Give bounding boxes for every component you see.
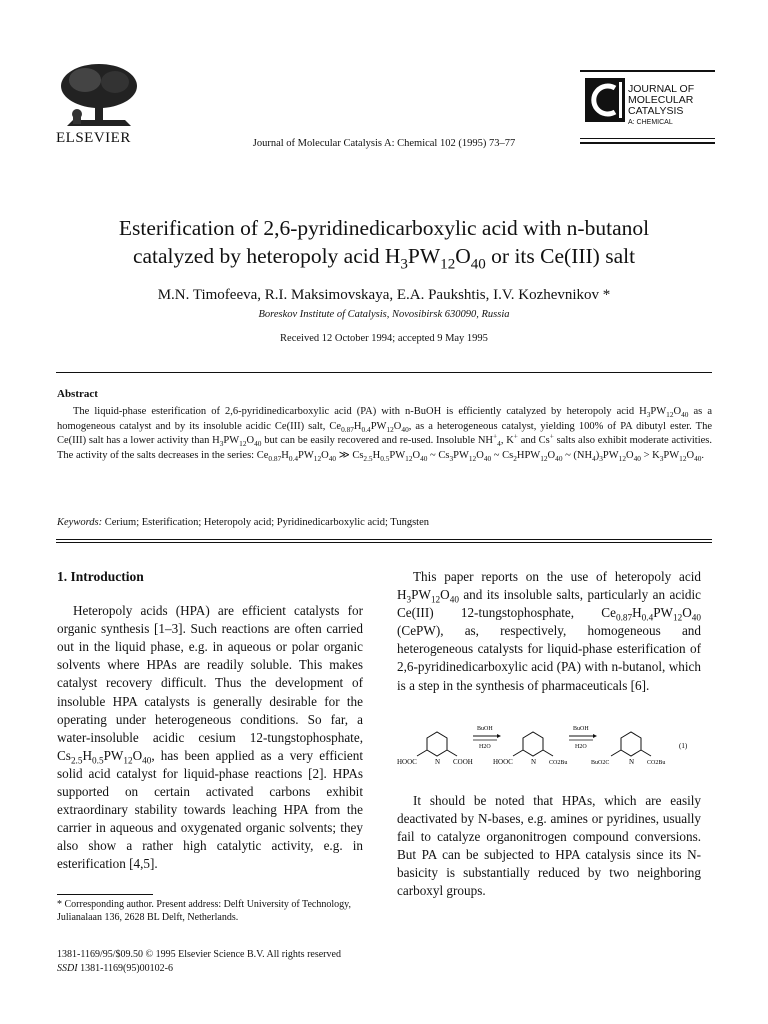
scheme-label: HOOC <box>493 758 513 766</box>
journal-citation: Journal of Molecular Catalysis A: Chemical 102 (1995) 73–77 <box>252 138 516 149</box>
divider <box>56 372 712 373</box>
left-column <box>57 568 363 874</box>
issn-block <box>57 948 341 975</box>
scheme-label: N <box>629 758 635 766</box>
title-line: Esterification of 2,6-pyridinedicarboxylic acid with n-butanol <box>118 216 650 240</box>
journal-rule-top <box>580 70 715 72</box>
footnote: * Corresponding author. Present address: Delft University of Technology, Julianalaan 136, 2628 BL Delft, Netherlands. <box>57 899 351 923</box>
reaction-scheme <box>397 722 701 774</box>
scheme-label: N <box>435 758 441 766</box>
scheme-label: H2O <box>479 744 491 750</box>
scheme-label: BuO2C <box>591 760 610 766</box>
journal-c-logo <box>585 78 625 122</box>
journal-logo-text <box>628 84 694 128</box>
title-line: catalyzed by heteropoly acid $H_3PW_{12}O_{40}$ or its Ce(III) salt <box>132 244 636 273</box>
received-dates: Received 12 October 1994; accepted 9 May 1995 <box>280 333 488 344</box>
body-paragraph: It should be noted that HPAs, which are easily deactivated by N-bases, e.g. amines or pyridines, usually fail to catalyze organonitrogen compound conversions. But PA can be subjected to HPA catalysis since its N-basicity is substantially reduced by two neighboring carboxyl groups. <box>397 793 701 899</box>
scheme-label: COOH <box>453 758 473 766</box>
keywords-text: Cerium; Esterification; Heteropoly acid; Pyridinedicarboxylic acid; Tungsten <box>104 517 429 528</box>
right-column <box>397 568 701 695</box>
journal-rule <box>580 138 715 139</box>
affiliation: Boreskov Institute of Catalysis, Novosibirsk 630090, Russia <box>258 309 510 320</box>
issn-line: 1381-1169/95/$09.50 © 1995 Elsevier Science B.V. All rights reserved <box>57 949 341 960</box>
divider <box>56 539 712 540</box>
authors: M.N. Timofeeva, R.I. Maksimovskaya, E.A. Paukshtis, I.V. Kozhevnikov * <box>157 287 611 303</box>
abstract-heading: Abstract <box>57 388 98 400</box>
intro-paragraph: This paper reports on the use of heteropoly acid $H_3PW_{12}O_{40}$ and its insoluble salts, particularly an acidic Ce(III) 12-tungstophosphate, $Ce_{0.87}H_{0.4}PW_{12}O_{40}$ (CePW), as, respectively, homogeneous and heterogeneous catalysts for liquid-phase esterification of 2,6-pyridinedicarboxylic acid (PA) with n-butanol, which is a step in the synthesis of pharmaceuticals [6]. <box>397 569 701 693</box>
scheme-label: CO2Bu <box>647 760 666 766</box>
intro-paragraph: Heteropoly acids (HPA) are efficient catalysts for organic synthesis [1–3]. Such reactions are often carried out in the liquid phase, e.g. in aqueous or polar organic solvents where HPAs are readily soluble. This makes catalyst recovery difficult. Thus the development of insoluble HPA catalysts is generally desirable for the operating under heterogeneous conditions. So far, a water-insoluble acidic cesium 12-tungstophosphate, $Cs_{2.5}H_{0.5}PW_{12}O_{40}$, has been applied as a very efficient solid acid catalyst for liquid-phase reactions [2]. HPAs supported on certain activated carbons exhibit extraordinary stability towards leaching HPA from the carrier in aqueous and oxygenated organic solvents; they also show a rather high catalytic activity, e.g. in esterification [4,5]. <box>57 603 363 872</box>
keywords <box>57 517 429 528</box>
scheme-number: (1) <box>679 742 688 750</box>
ssd-line: SSDI 1381-1169(95)00102-6 <box>57 962 174 974</box>
journal-logo-line: A: CHEMICAL <box>628 119 673 126</box>
keywords-label: Keywords: <box>57 517 103 528</box>
abstract-text: The liquid-phase esterification of 2,6-pyridinedicarboxylic acid (PA) with n-BuOH is efficiently catalyzed by heteropoly acid $H_3PW_{12}O_{40}$ as a homogeneous catalyst and by its insoluble acidic Ce(III) salt, $Ce_{0.87}H_{0.4}PW_{12}O_{40}$, as a heterogeneous catalyst, yielding 100% of PA dibutyl ester. The Ce(III) salt has a lower activity than $H_3PW_{12}O_{40}$ but can be easily recovered and re-used. Insoluble $NH^+_4$, K+ and Cs+ salts also exhibit moderate activities. The activity of the salts decreases in the series: $Ce_{0.87}H_{0.4}PW_{12}O_{40}$ ≫ $Cs_{2.5}H_{0.5}PW_{12}O_{40}$ ~ $Cs_3PW_{12}O_{40}$ ~ $Cs_2HPW_{12}O_{40}$ ~ $(NH_4)_3PW_{12}O_{40} > K_3PW_{12}O_{40}$. <box>57 406 712 463</box>
elsevier-tree-logo <box>55 60 143 132</box>
divider <box>56 542 712 543</box>
scheme-label: BuOH <box>477 726 493 732</box>
footnote-rule <box>57 894 153 895</box>
journal-logo-line: MOLECULAR <box>628 94 694 106</box>
publisher-name: ELSEVIER <box>56 130 131 146</box>
scheme-label: BuOH <box>573 726 589 732</box>
scheme-label: H2O <box>575 744 587 750</box>
journal-logo-line: JOURNAL OF <box>628 83 695 95</box>
section-heading: 1. Introduction <box>57 569 144 584</box>
scheme-label: HOOC <box>397 758 417 766</box>
right-column-lower <box>397 792 701 901</box>
scheme-label: CO2Bu <box>549 760 568 766</box>
article-title <box>60 214 708 273</box>
journal-rule <box>580 142 715 144</box>
journal-logo-line: CATALYSIS <box>628 105 684 117</box>
scheme-label: N <box>531 758 537 766</box>
